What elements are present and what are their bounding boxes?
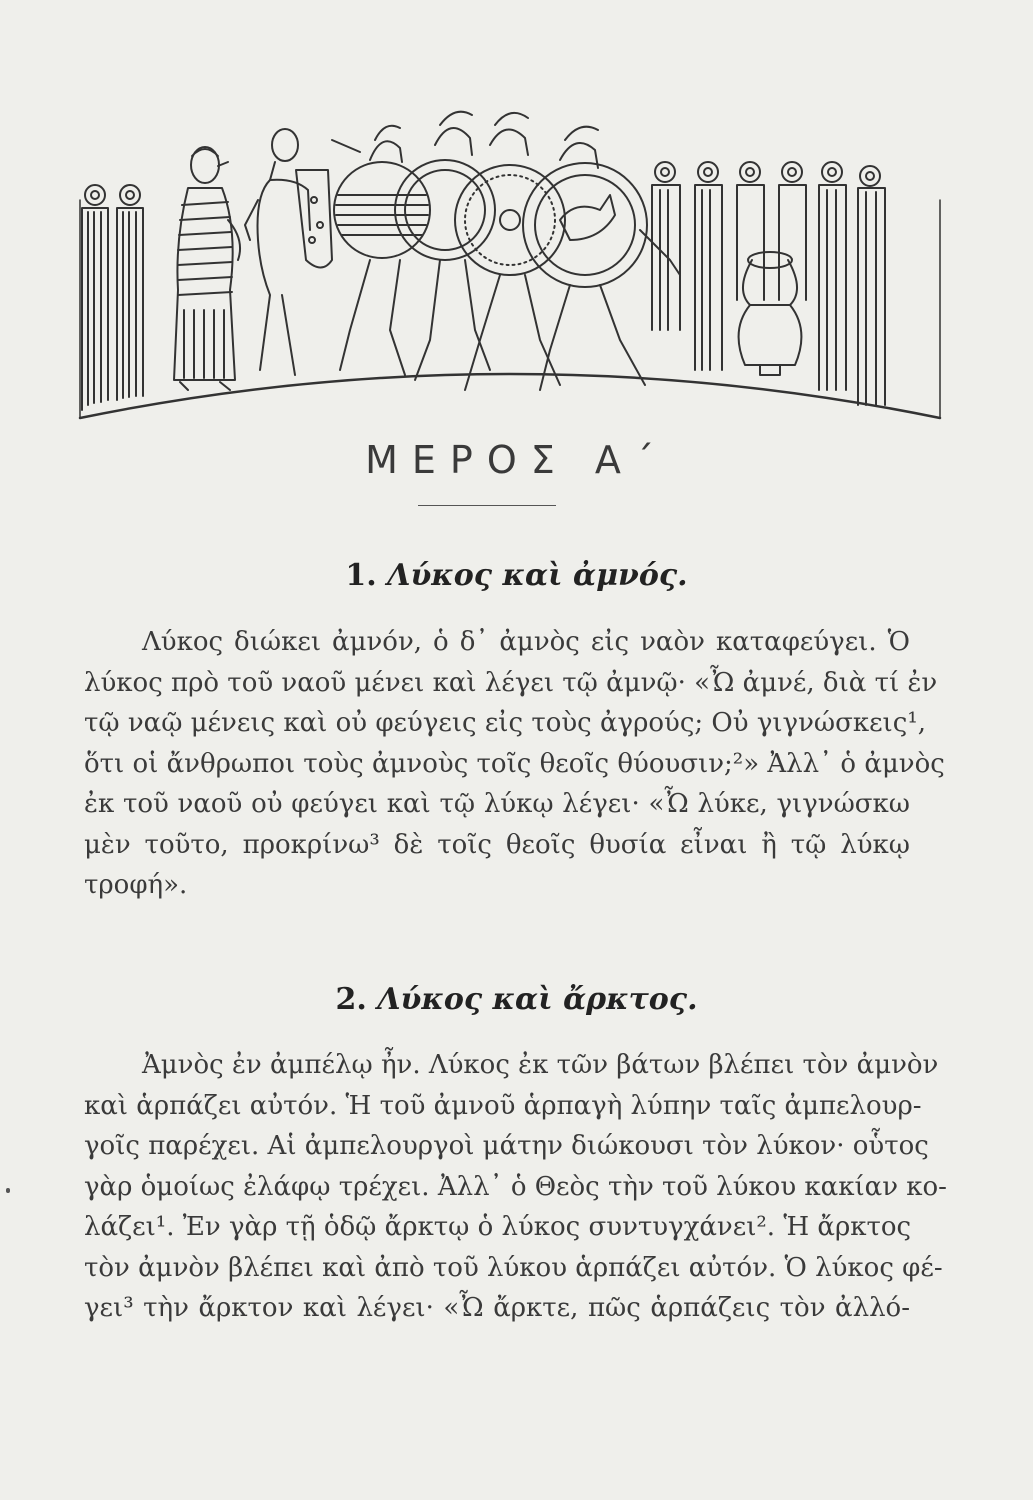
part-title: ΜΕΡΟΣ Α΄ [365, 438, 668, 482]
fable-2-body [84, 1045, 947, 1329]
draped-figure [174, 147, 240, 390]
shields [334, 160, 647, 287]
fable-1-title-text: Λύκος καὶ ἀμνός. [387, 558, 688, 593]
vase-painting-illustration [70, 100, 950, 430]
fable-1-line: τῷ ναῷ μένεις καὶ οὐ φεύγεις εἰς τοὺς ἀγρούς; Οὐ γιγνώσκεις¹, [84, 708, 927, 738]
fable-1-line: ἐκ τοῦ ναοῦ οὐ φεύγει καὶ τῷ λύκῳ λέγει· «Ὦ λύκε, γιγνώσκω [84, 789, 910, 819]
amphora [739, 252, 802, 375]
helmets [332, 112, 598, 168]
warrior-legs [340, 230, 680, 390]
fable-1-line: λύκος πρὸ τοῦ ναοῦ μένει καὶ λέγει τῷ ἀμνῷ· «Ὦ ἀμνέ, διὰ τί ἐν [84, 667, 938, 698]
fable-2-line: τὸν ἀμνὸν βλέπει καὶ ἀπὸ τοῦ λύκου ἁρπάζει αὐτόν. Ὁ λύκος φέ- [84, 1252, 943, 1283]
right-drapery [652, 162, 885, 405]
fable-2-line: γὰρ ὁμοίως ἐλάφῳ τρέχει. Ἀλλ᾽ ὁ Θεὸς τὴν τοῦ λύκου κακίαν κο- [84, 1171, 947, 1202]
fable-2-line: λάζει¹. Ἐν γὰρ τῇ ὁδῷ ἄρκτῳ ὁ λύκος συντυγχάνει². Ἡ ἄρκτος [84, 1212, 912, 1242]
fable-1-line: μὲν τοῦτο, προκρίνω³ δὲ τοῖς θεοῖς θυσία εἶναι ἢ τῷ λύκῳ [84, 829, 910, 860]
nude-warrior [245, 129, 332, 375]
fable-2-number: 2. [335, 982, 367, 1017]
fable-1-line: Λύκος διώκει ἀμνόν, ὁ δ᾽ ἀμνὸς εἰς ναὸν καταφεύγει. Ὁ [142, 627, 910, 657]
fable-2-line: καὶ ἁρπάζει αὐτόν. Ἡ τοῦ ἀμνοῦ ἁρπαγὴ λύπην ταῖς ἀμπελουρ- [84, 1090, 922, 1121]
margin-mark [6, 1188, 10, 1193]
fable-1-title [0, 558, 1033, 593]
fable-2-line: Ἀμνὸς ἐν ἀμπέλῳ ἦν. Λύκος ἐκ τῶν βάτων βλέπει τὸν ἀμνὸν [142, 1050, 939, 1080]
fable-2-title-text: Λύκος καὶ ἄρκτος. [377, 982, 698, 1017]
fable-2-title [0, 982, 1033, 1017]
fable-2-line: γει³ τὴν ἄρκτον καὶ λέγει· «Ὦ ἄρκτε, πῶς ἁρπάζεις τὸν ἀλλό- [84, 1293, 910, 1323]
fable-1-body [84, 622, 945, 906]
fable-1-line: τροφή». [84, 870, 188, 900]
title-divider [418, 505, 556, 506]
fable-1-number: 1. [345, 558, 377, 593]
fable-1-line: ὅτι οἱ ἄνθρωποι τοὺς ἀμνοὺς τοῖς θεοῖς θύουσιν;²» Ἀλλ᾽ ὁ ἀμνὸς [84, 748, 945, 779]
left-drapery [82, 185, 143, 410]
fable-2-line: γοῖς παρέχει. Αἱ ἀμπελουργοὶ μάτην διώκουσι τὸν λύκον· οὗτος [84, 1131, 929, 1161]
